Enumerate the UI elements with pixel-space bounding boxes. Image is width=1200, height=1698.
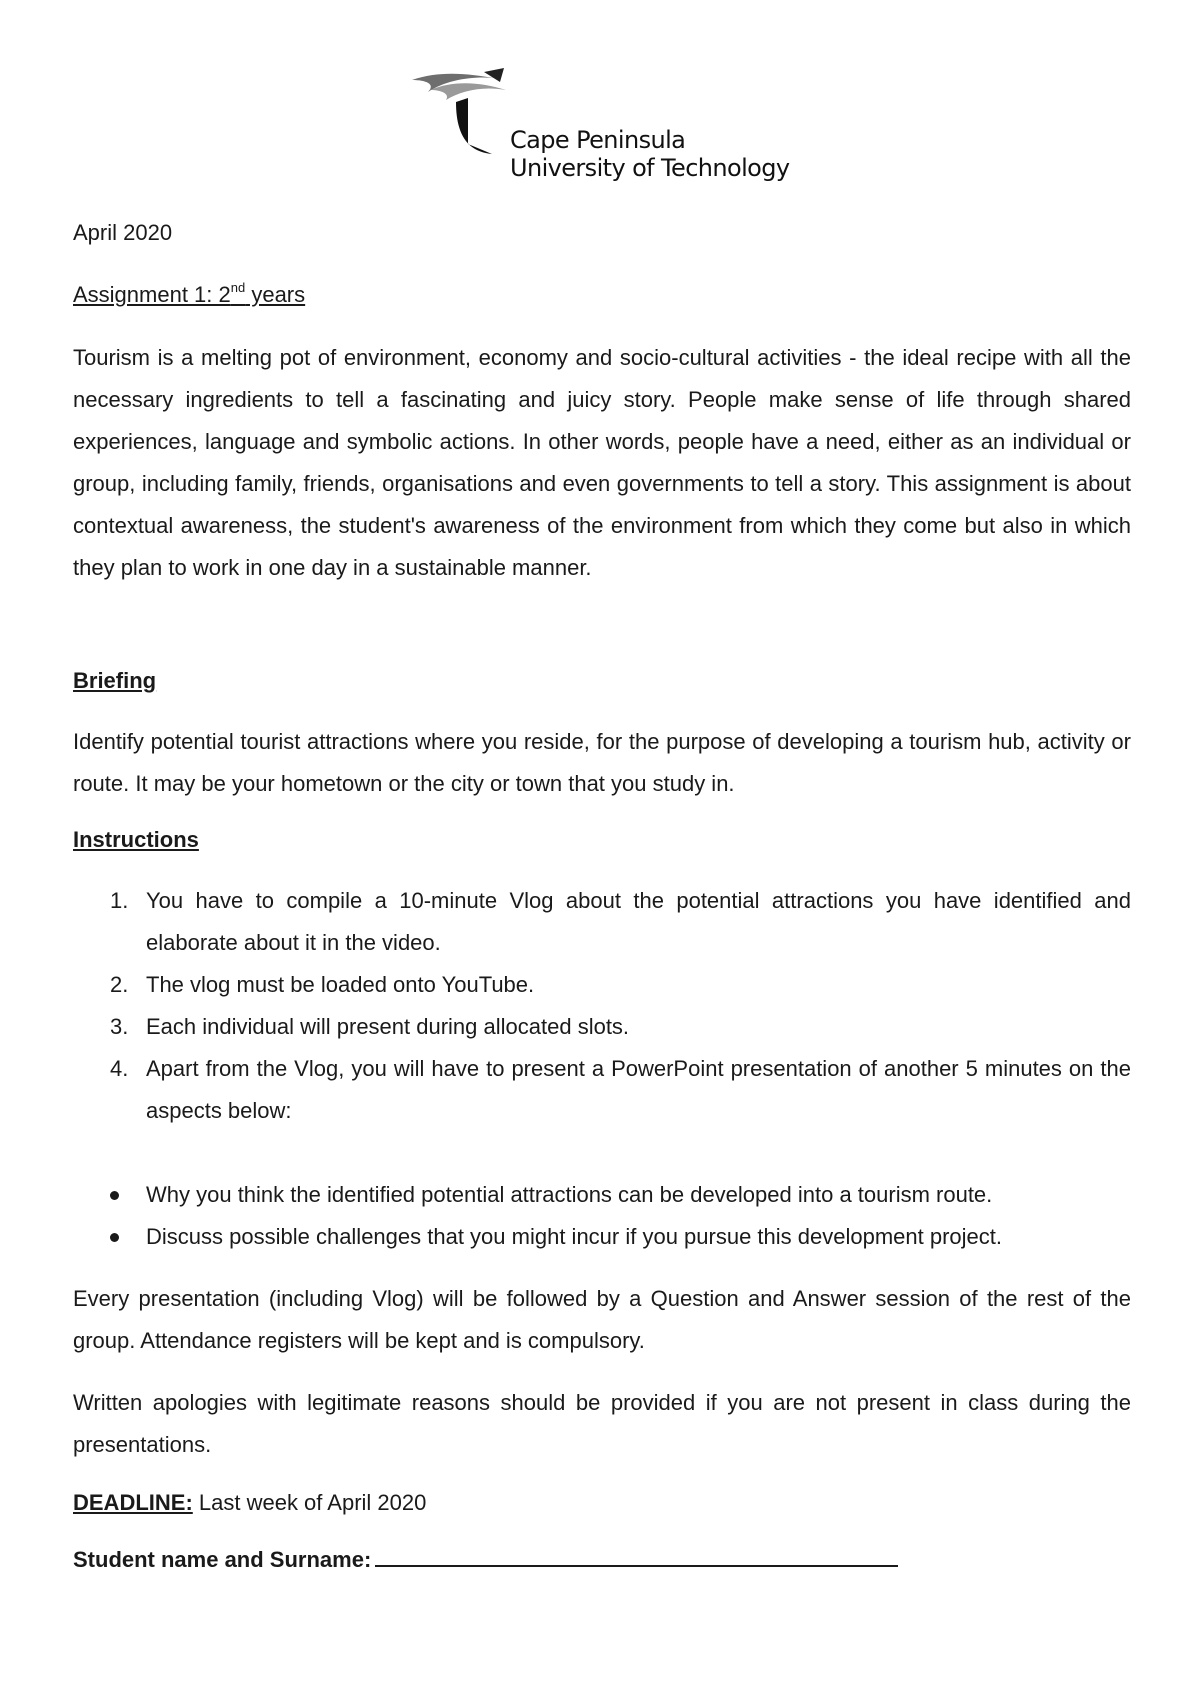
list-item-text: Discuss possible challenges that you might incur if you pursue this development project. <box>146 1224 1003 1249</box>
list-item-number: 3. <box>110 1014 129 1039</box>
instructions-list <box>73 880 1131 1132</box>
assignment-title <box>73 280 1131 310</box>
list-item-text: Each individual will present during allocated slots. <box>146 1014 630 1039</box>
bullet-icon <box>110 1191 119 1200</box>
list-item-text: Apart from the Vlog, you will have to present a PowerPoint presentation of another 5 minutes on the aspects below: <box>146 1056 1131 1123</box>
bullet-icon <box>110 1233 119 1242</box>
list-item <box>73 1006 1131 1048</box>
deadline-value: Last week of April 2020 <box>192 1490 427 1515</box>
student-name-line <box>73 1545 1131 1575</box>
instructions-heading: Instructions <box>73 827 199 852</box>
assignment-title-ordinal: nd <box>230 279 246 295</box>
document-body <box>73 218 1131 1575</box>
student-name-blank[interactable] <box>375 1545 898 1567</box>
list-item <box>73 880 1131 964</box>
briefing-heading: Briefing <box>73 668 157 693</box>
student-name-label: Student name and Surname: <box>73 1547 372 1572</box>
list-item <box>73 964 1131 1006</box>
aspects-list <box>73 1174 1131 1258</box>
list-item-number: 1. <box>110 888 129 913</box>
university-emblem-icon <box>410 68 520 158</box>
deadline-label: DEADLINE: <box>73 1490 193 1515</box>
assignment-title-prefix: Assignment 1: 2 <box>73 282 231 307</box>
list-item <box>73 1174 1131 1216</box>
list-item-text: The vlog must be loaded onto YouTube. <box>146 972 535 997</box>
list-item-text: Why you think the identified potential attractions can be developed into a tourism route. <box>146 1182 993 1207</box>
list-item-text: You have to compile a 10-minute Vlog about the potential attractions you have identified and elaborate about it in the video. <box>146 888 1131 955</box>
list-item <box>73 1216 1131 1258</box>
apologies-paragraph: Written apologies with legitimate reasons should be provided if you are not present in class during the presentations. <box>73 1390 1131 1457</box>
intro-paragraph: Tourism is a melting pot of environment, economy and socio-cultural activities - the ideal recipe with all the necessary ingredients to tell a fascinating and juicy story. People make sense of life through shared experiences, language and symbolic actions. In other words, people have a need, either as an individual or group, including family, friends, organisations and even governments to tell a story. This assignment is about contextual awareness, the student's awareness of the environment from which they come but also in which they plan to work in one day in a sustainable manner. <box>73 345 1131 580</box>
briefing-paragraph: Identify potential tourist attractions where you reside, for the purpose of developing a tourism hub, activity or route. It may be your hometown or the city or town that you study in. <box>73 729 1131 796</box>
university-name <box>510 126 790 182</box>
document-date: April 2020 <box>73 220 173 245</box>
list-item-number: 4. <box>110 1056 129 1081</box>
assignment-title-suffix: years <box>245 282 306 307</box>
logo-line-1: Cape Peninsula <box>510 126 686 154</box>
list-item <box>73 1048 1131 1132</box>
deadline-line <box>73 1488 1131 1518</box>
university-logo <box>410 68 800 188</box>
qa-paragraph: Every presentation (including Vlog) will be followed by a Question and Answer session of the rest of the group. Attendance registers will be kept and is compulsory. <box>73 1286 1131 1353</box>
list-item-number: 2. <box>110 972 129 997</box>
logo-line-2: University of Technology <box>510 154 790 182</box>
